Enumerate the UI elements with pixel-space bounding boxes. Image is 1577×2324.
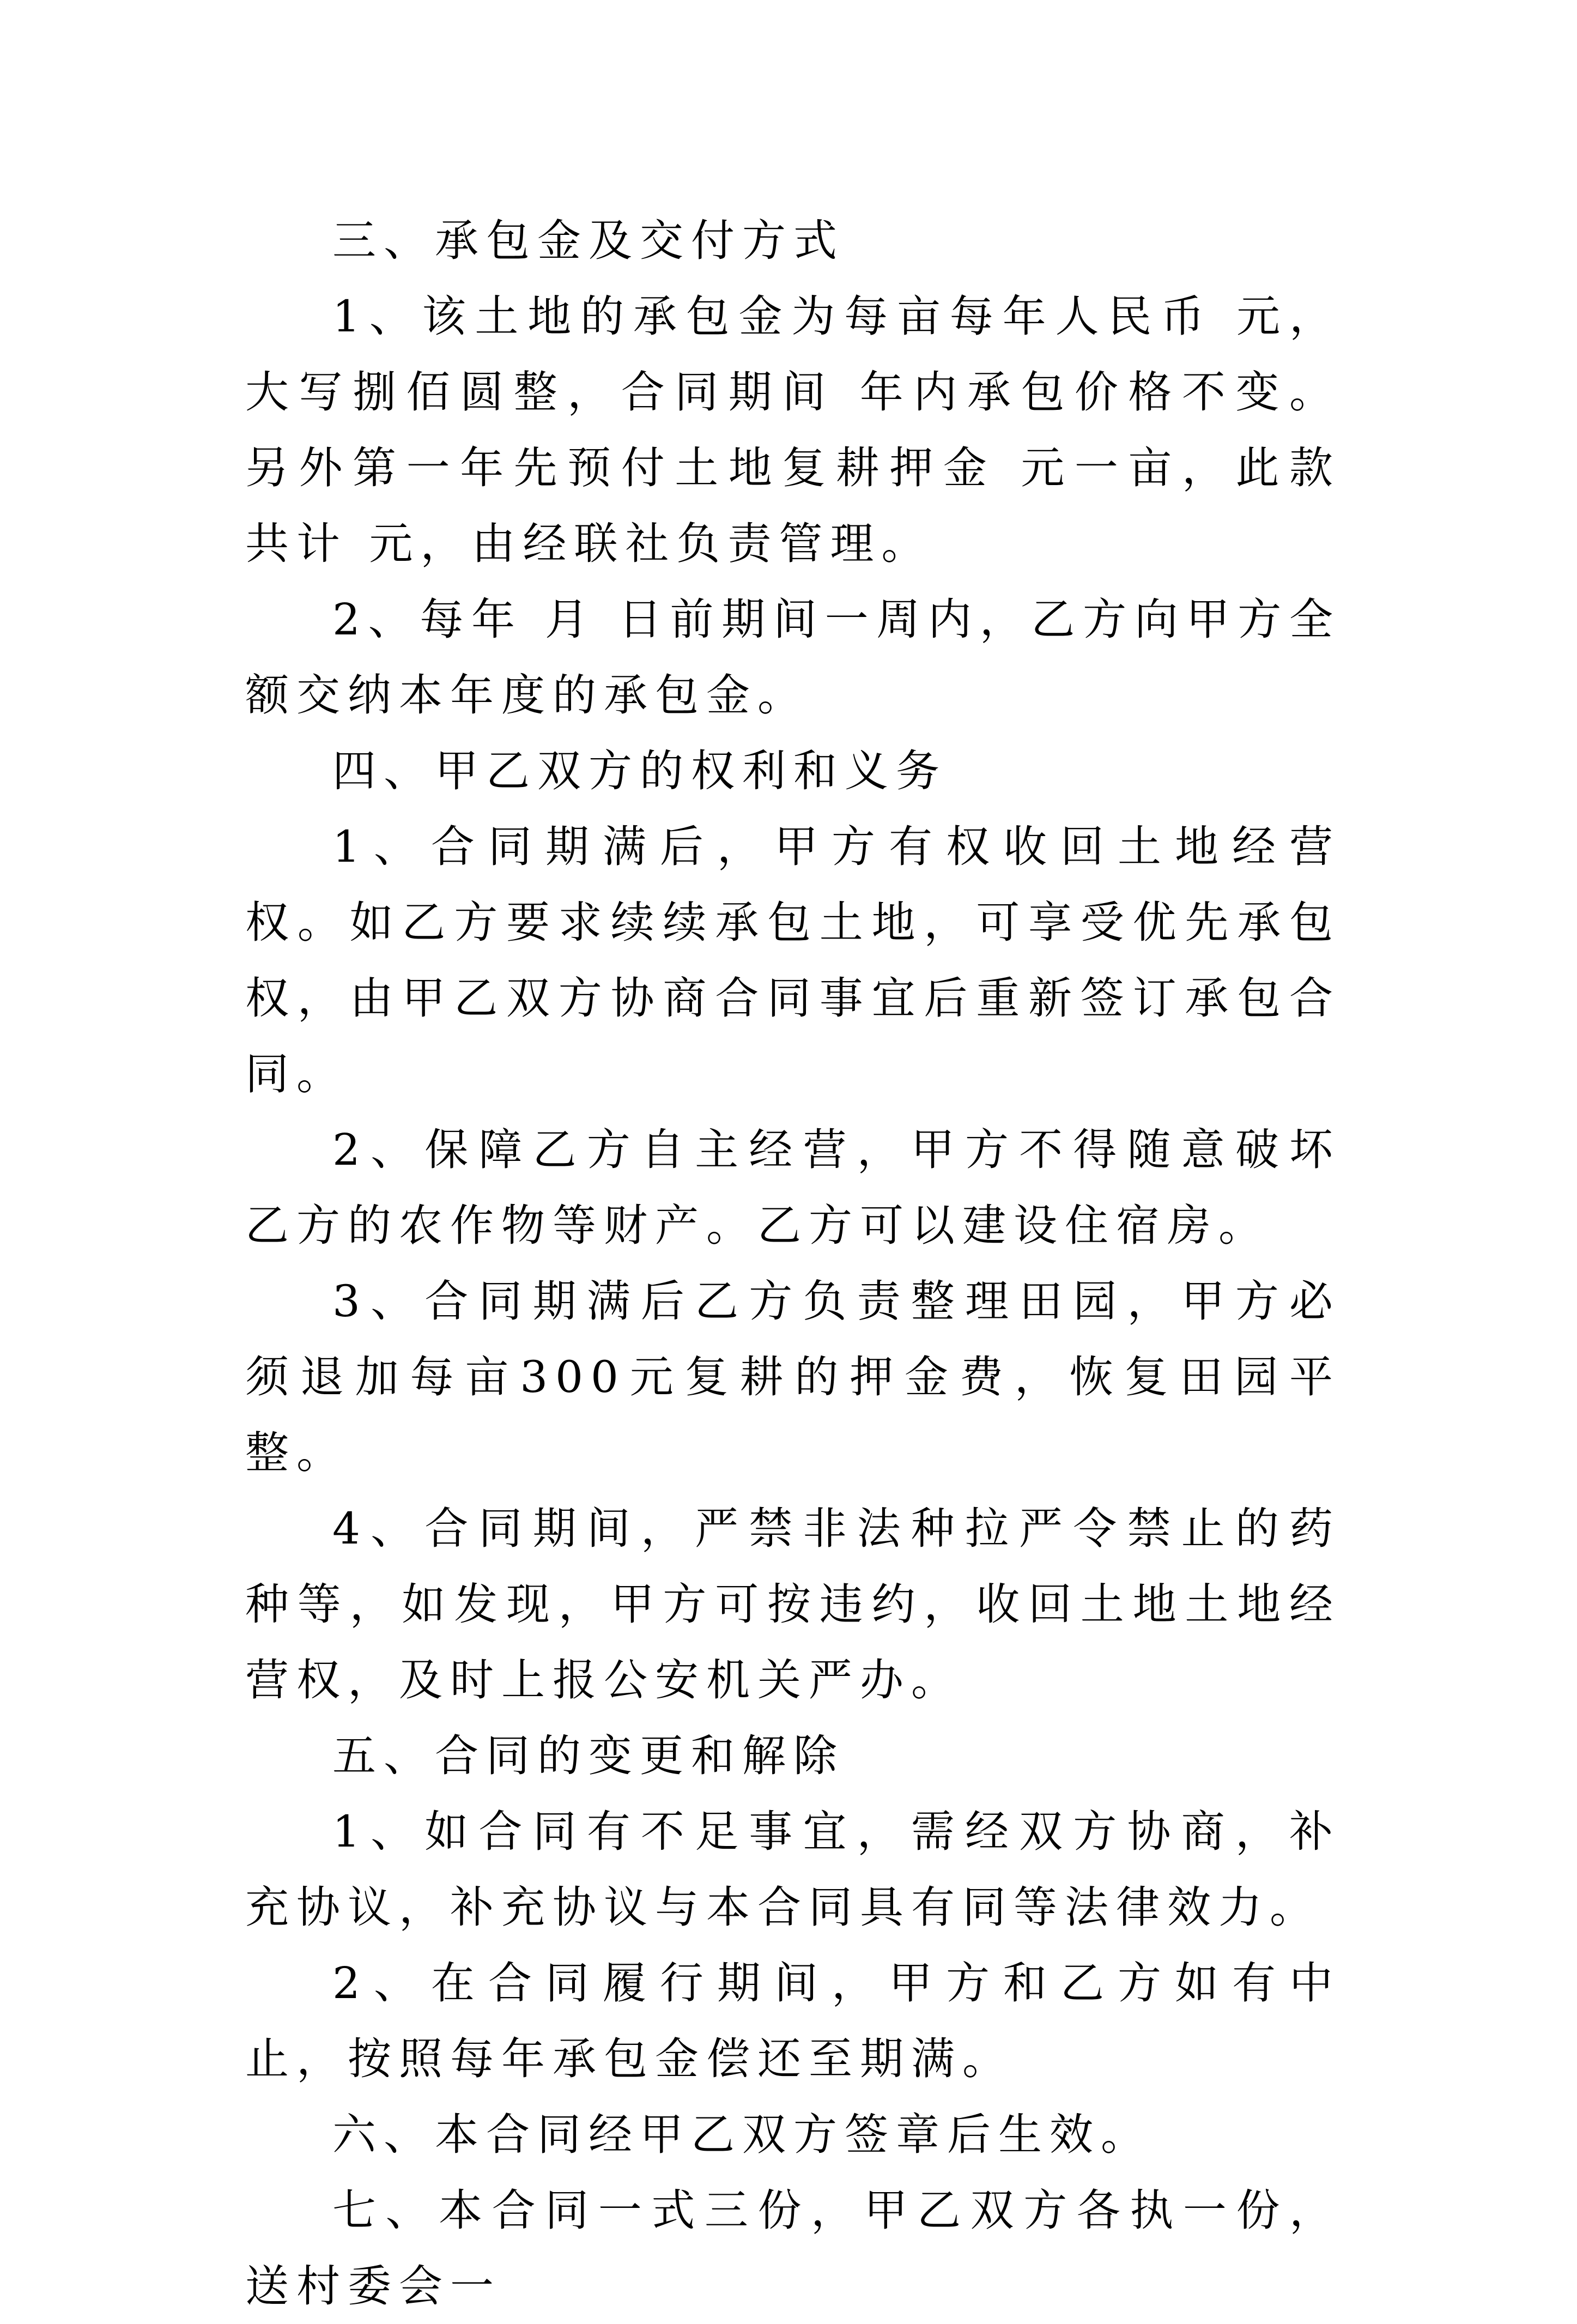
section-heading-change-termination: 五、合同的变更和解除 <box>332 1730 845 1781</box>
section-heading-rights-obligations: 四、甲乙双方的权利和义务 <box>332 746 947 796</box>
clause-termination-compensation: 2、在合同履行期间，甲方和乙方如有中止，按照每年承包金偿还至期满。 <box>245 1958 1341 2084</box>
clause-land-recovery: 1、合同期满后，甲方有权收回土地经营权。如乙方要求续续承包土地，可享受优先承包权，由甲乙双方协商合同事宜后重新签订承包合同。 <box>245 821 1341 1099</box>
clause-fee-amount: 1、该土地的承包金为每亩每年人民币 元，大写捌佰圆整，合同期间 年内承包价格不变。另外第一年先预付土地复耕押金 元一亩，此款共计 元，由经联社负责管理。 <box>245 291 1341 569</box>
clause-field-restoration: 3、合同期满后乙方负责整理田园，甲方必须退加每亩300元复耕的押金费，恢复田园平整。 <box>245 1276 1341 1478</box>
section-copies: 七、本合同一式三份，甲乙双方各执一份，送村委会一 <box>245 2185 1341 2311</box>
clause-fee-payment-date: 2、每年 月 日前期间一周内，乙方向甲方全额交纳本年度的承包金。 <box>245 594 1341 721</box>
clause-independent-operation: 2、保障乙方自主经营，甲方不得随意破坏乙方的农作物等财产。乙方可以建设住宿房。 <box>245 1124 1341 1251</box>
clause-supplementary-agreement: 1、如合同有不足事宜，需经双方协商，补充协议，补充协议与本合同具有同等法律效力。 <box>245 1806 1341 1933</box>
section-effective-date: 六、本合同经甲乙双方签章后生效。 <box>332 2109 1152 2160</box>
document-body <box>245 203 1341 2324</box>
clause-prohibited-crops: 4、合同期间，严禁非法种拉严令禁止的药种等，如发现，甲方可按违约，收回土地土地经营权，及时上报公安机关严办。 <box>245 1503 1341 1705</box>
section-heading-contract-fee: 三、承包金及交付方式 <box>332 215 845 266</box>
